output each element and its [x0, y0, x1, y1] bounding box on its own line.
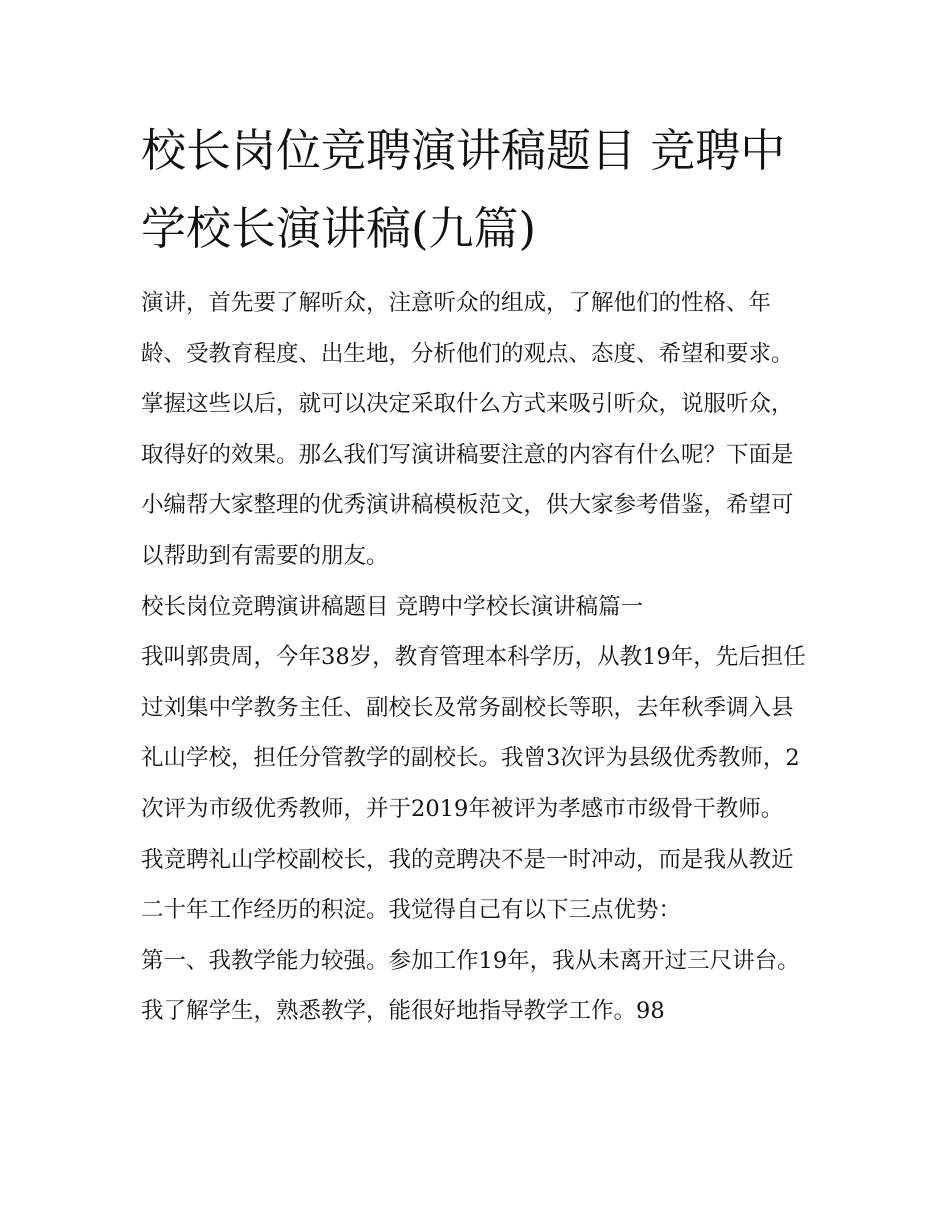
advantage-one-paragraph: 第一、我教学能力较强。参加工作19年，我从未离开过三尺讲台。我了解学生，熟悉教学，能很好地指导教学工作。98 — [141, 947, 800, 1025]
motivation-paragraph: 我竞聘礼山学校副校长，我的竞聘决不是一时冲动，而是我从教近二十年工作经历的积淀。我觉得自己有以下三点优势： — [141, 846, 794, 924]
section-heading: 校长岗位竞聘演讲稿题目 竞聘中学校长演讲稿篇一 — [141, 593, 644, 620]
document-title: 校长岗位竞聘演讲稿题目 竞聘中学校长演讲稿(九篇) — [141, 124, 786, 255]
document-body — [141, 278, 813, 1037]
intro-paragraph: 演讲，首先要了解听众，注意听众的组成，了解他们的性格、年龄、受教育程度、出生地，分析他们的观点、态度、希望和要求。掌握这些以后，就可以决定采取什么方式来吸引听众，说服听众，取得好的效果。那么我们写演讲稿要注意的内容有什么呢？下面是小编帮大家整理的优秀演讲稿模板范文，供大家参考借鉴，希望可以帮助到有需要的朋友。 — [141, 290, 794, 569]
personal-intro-paragraph: 我叫郭贵周，今年38岁，教育管理本科学历，从教19年，先后担任过刘集中学教务主任、副校长及常务副校长等职，去年秋季调入县礼山学校，担任分管教学的副校长。我曾3次评为县级优秀教师，2次评为市级优秀教师，并于2019年被评为孝感市市级骨干教师。 — [141, 644, 806, 822]
